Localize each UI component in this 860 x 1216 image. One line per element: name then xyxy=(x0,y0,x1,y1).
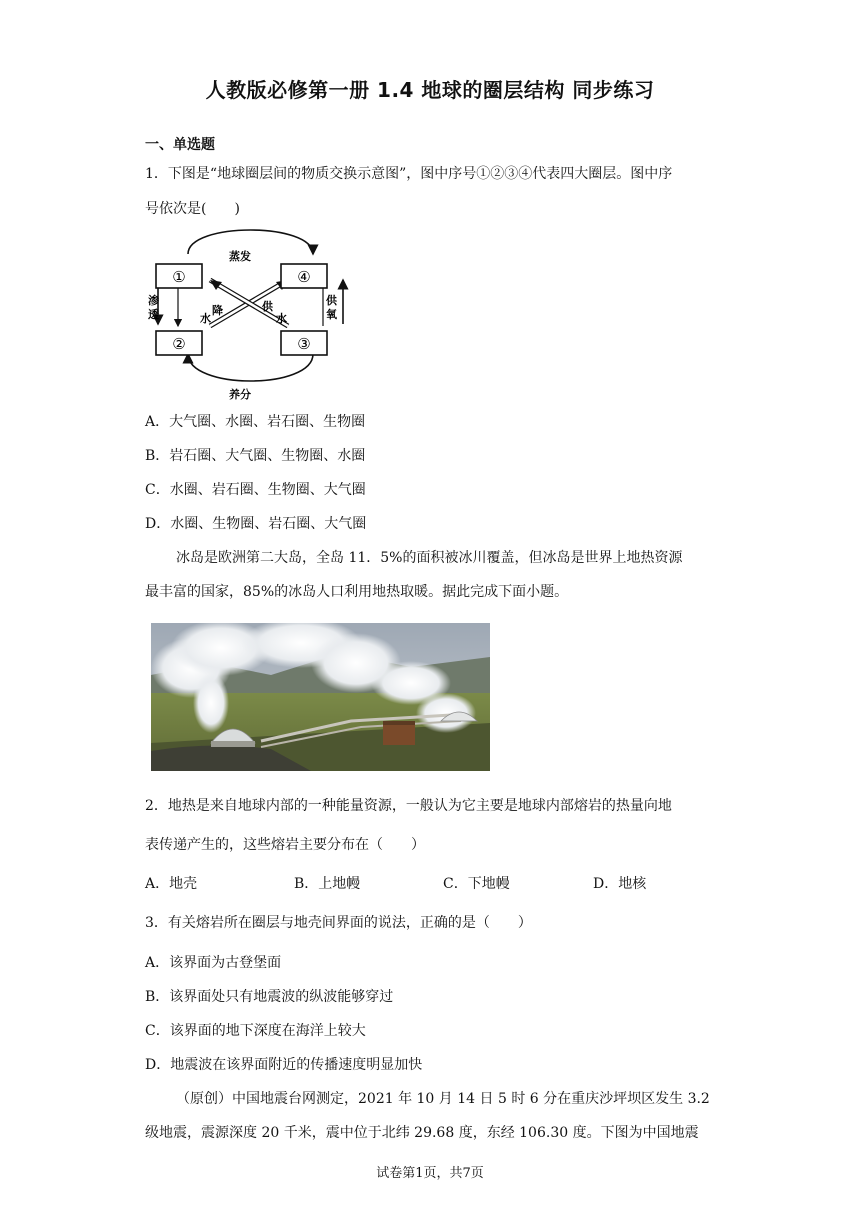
q2-stem-line1: 2．地热是来自地球内部的一种能量资源，一般认为它主要是地球内部熔岩的热量向地 xyxy=(145,798,672,814)
label-nutrients: 养分 xyxy=(229,388,251,400)
q3-stem: 3．有关熔岩所在圈层与地壳间界面的说法，正确的是（ ） xyxy=(145,915,532,931)
intro-line1: 冰岛是欧洲第二大岛，全岛 11．5%的面积被冰川覆盖，但冰岛是世界上地热资源 xyxy=(176,550,683,566)
q3-option-d: D．地震波在该界面附近的传播速度明显加快 xyxy=(145,1057,423,1073)
label-supply-water-1: 供 xyxy=(262,300,273,313)
label-precip-2: 降 xyxy=(212,304,223,317)
page-title: 人教版必修第一册 1.4 地球的圈层结构 同步练习 xyxy=(205,78,655,102)
q2-stem-line2: 表传递产生的，这些熔岩主要分布在（ ） xyxy=(145,837,425,853)
box-3-label: ③ xyxy=(297,335,311,353)
passage-line1: （原创）中国地震台网测定，2021 年 10 月 14 日 5 时 6 分在重庆沙坪坝区发生 3.2 xyxy=(176,1091,710,1107)
box-1-label: ① xyxy=(172,268,186,286)
q1-option-d: D．水圈、生物圈、岩石圈、大气圈 xyxy=(145,516,367,532)
label-infiltration-2: 透 xyxy=(148,308,159,321)
sphere-exchange-diagram xyxy=(148,228,353,400)
intro-line2: 最丰富的国家，85%的冰岛人口利用地热取暖。据此完成下面小题。 xyxy=(145,584,569,600)
q1-option-a: A．大气圈、水圈、岩石圈、生物圈 xyxy=(145,414,366,430)
label-oxygen-1: 供 xyxy=(326,294,337,307)
q1-stem-line1: 1．下图是“地球圈层间的物质交换示意图”，图中序号①②③④代表四大圈层。图中序 xyxy=(145,166,673,182)
q2-option-c: C．下地幔 xyxy=(443,876,510,892)
box-2-label: ② xyxy=(172,335,186,353)
q3-option-a: A．该界面为古登堡面 xyxy=(145,955,282,971)
section-heading: 一、单选题 xyxy=(145,137,215,153)
page-footer: 试卷第1页，共7页 xyxy=(376,1166,484,1181)
q3-option-c: C．该界面的地下深度在海洋上较大 xyxy=(145,1023,366,1039)
q2-option-a: A．地壳 xyxy=(145,876,198,892)
q1-stem-line2: 号依次是( ) xyxy=(145,201,240,217)
box-4-label: ④ xyxy=(297,268,311,286)
q2-option-b: B．上地幔 xyxy=(294,876,361,892)
geothermal-photo xyxy=(151,623,490,771)
label-infiltration-1: 渗 xyxy=(148,294,159,307)
label-precip-1: 水 xyxy=(200,312,211,325)
q1-option-b: B．岩石圈、大气圈、生物圈、水圈 xyxy=(145,448,366,464)
passage-line2: 级地震，震源深度 20 千米，震中位于北纬 29.68 度，东经 106.30 度。下图为中国地震 xyxy=(145,1125,699,1141)
nutrient-arrow xyxy=(188,354,313,381)
label-supply-water-2: 水 xyxy=(276,312,287,325)
q2-option-d: D．地核 xyxy=(593,876,647,892)
q3-option-b: B．该界面处只有地震波的纵波能够穿过 xyxy=(145,989,394,1005)
q1-option-c: C．水圈、岩石圈、生物圈、大气圈 xyxy=(145,482,366,498)
label-oxygen-2: 氧 xyxy=(326,308,337,321)
label-evaporation: 蒸发 xyxy=(229,250,251,263)
